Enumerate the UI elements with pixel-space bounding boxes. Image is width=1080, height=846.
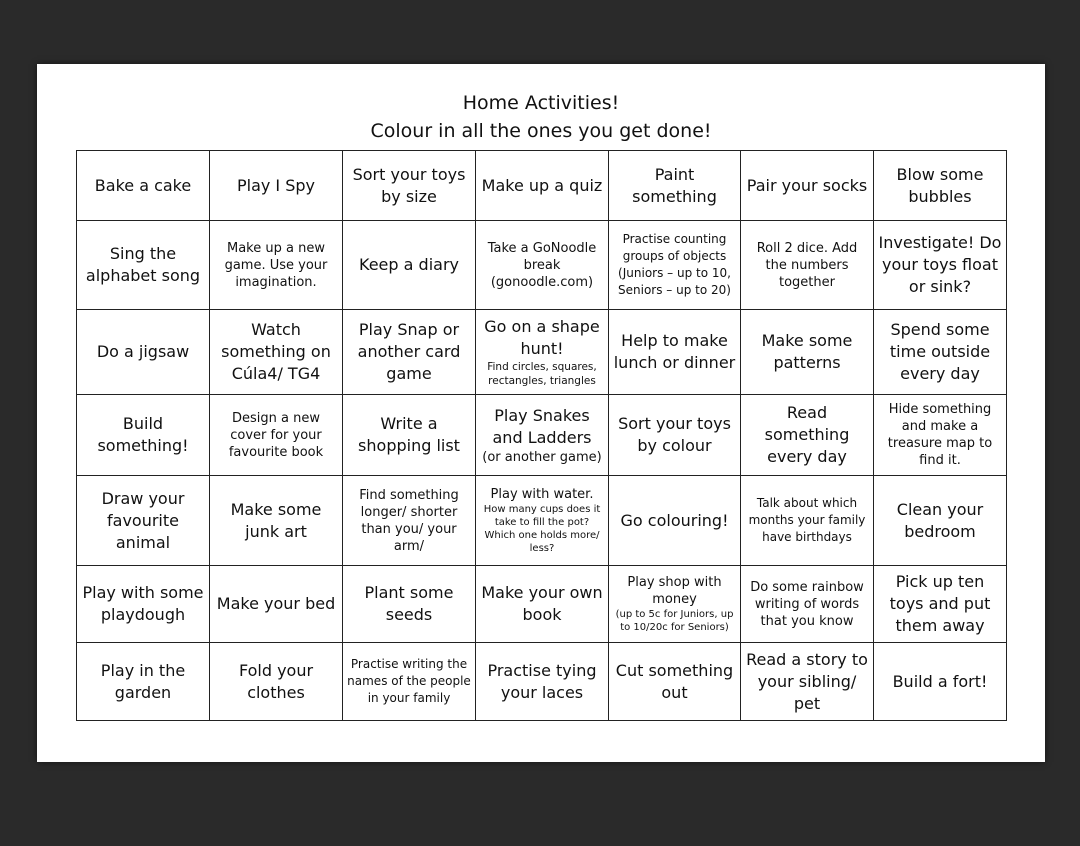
activity-cell: Practise writing the names of the people in your family <box>343 643 476 721</box>
activity-cell: Play I Spy <box>210 151 343 221</box>
activity-cell: Build a fort! <box>874 643 1007 721</box>
activity-cell: Bake a cake <box>77 151 210 221</box>
activity-cell: Watch something on Cúla4/ TG4 <box>210 310 343 395</box>
activity-cell: Sort your toys by colour <box>609 395 741 476</box>
activity-cell: Write a shopping list <box>343 395 476 476</box>
activity-cell: Go colouring! <box>609 476 741 566</box>
grid-row <box>77 310 1007 395</box>
activity-cell: Investigate! Do your toys float or sink? <box>874 221 1007 310</box>
activity-cell: Talk about which months your family have birthdays <box>741 476 874 566</box>
activity-text: Play with water. <box>490 487 594 502</box>
activity-cell: Build something! <box>77 395 210 476</box>
activity-cell: Sort your toys by size <box>343 151 476 221</box>
activity-cell: Make some junk art <box>210 476 343 566</box>
grid-row <box>77 476 1007 566</box>
activity-sheet <box>37 64 1045 762</box>
activity-cell: Make up a new game. Use your imagination. <box>210 221 343 310</box>
activity-cell: Practise tying your laces <box>476 643 609 721</box>
activity-note: (up to 5c for Juniors, up to 10/20c for Seniors) <box>615 609 734 633</box>
activity-cell: Take a GoNoodle break (gonoodle.com) <box>476 221 609 310</box>
activity-cell <box>476 476 609 566</box>
activity-note: (or another game) <box>482 449 602 465</box>
grid-row <box>77 643 1007 721</box>
activity-cell: Pair your socks <box>741 151 874 221</box>
grid-row <box>77 566 1007 643</box>
activity-cell: Keep a diary <box>343 221 476 310</box>
activity-note: Find circles, squares, rectangles, triangles <box>487 361 597 387</box>
activity-cell: Do a jigsaw <box>77 310 210 395</box>
activity-cell: Read a story to your sibling/ pet <box>741 643 874 721</box>
activity-cell: Design a new cover for your favourite book <box>210 395 343 476</box>
activity-cell: Plant some seeds <box>343 566 476 643</box>
activity-cell <box>476 310 609 395</box>
sheet-title: Home Activities! <box>462 92 620 114</box>
grid-row <box>77 221 1007 310</box>
activity-cell: Play in the garden <box>77 643 210 721</box>
activity-cell: Practise counting groups of objects (Juniors – up to 10, Seniors – up to 20) <box>609 221 741 310</box>
activity-cell: Paint something <box>609 151 741 221</box>
activity-text: Play shop with money <box>627 575 722 607</box>
activity-cell: Sing the alphabet song <box>77 221 210 310</box>
sheet-subtitle: Colour in all the ones you get done! <box>370 120 712 142</box>
activity-text: Go on a shape hunt! <box>484 317 600 358</box>
activity-cell <box>476 395 609 476</box>
activity-cell: Find something longer/ shorter than you/ your arm/ <box>343 476 476 566</box>
activity-cell: Clean your bedroom <box>874 476 1007 566</box>
activity-cell: Draw your favourite animal <box>77 476 210 566</box>
activity-cell: Blow some bubbles <box>874 151 1007 221</box>
activity-cell: Hide something and make a treasure map to find it. <box>874 395 1007 476</box>
activity-cell: Make some patterns <box>741 310 874 395</box>
activity-cell: Cut something out <box>609 643 741 721</box>
activity-text: Play Snakes and Ladders <box>492 405 592 447</box>
grid-row <box>77 395 1007 476</box>
activity-cell: Fold your clothes <box>210 643 343 721</box>
activity-cell: Help to make lunch or dinner <box>609 310 741 395</box>
activity-cell <box>609 566 741 643</box>
activity-cell: Make your own book <box>476 566 609 643</box>
activity-cell: Read something every day <box>741 395 874 476</box>
activity-cell: Spend some time outside every day <box>874 310 1007 395</box>
activity-cell: Play with some playdough <box>77 566 210 643</box>
activity-note: How many cups does it take to fill the pot? Which one holds more/ less? <box>483 504 601 554</box>
activity-grid <box>76 150 1007 721</box>
activity-cell: Do some rainbow writing of words that you know <box>741 566 874 643</box>
grid-row <box>77 151 1007 221</box>
activity-cell: Make your bed <box>210 566 343 643</box>
activity-cell: Roll 2 dice. Add the numbers together <box>741 221 874 310</box>
activity-cell: Pick up ten toys and put them away <box>874 566 1007 643</box>
activity-cell: Make up a quiz <box>476 151 609 221</box>
activity-cell: Play Snap or another card game <box>343 310 476 395</box>
